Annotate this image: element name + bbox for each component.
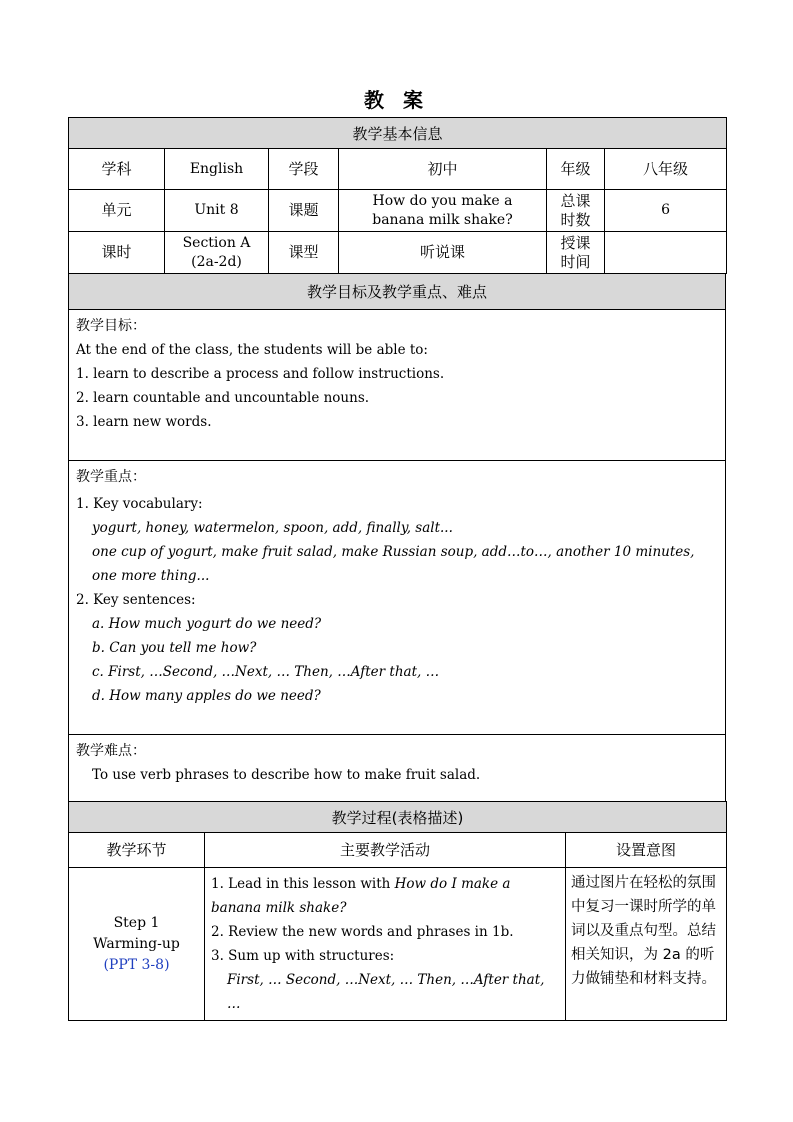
step-name: Step 1 (113, 914, 160, 931)
lesson-type-label: 课型 (269, 232, 339, 274)
col-header-activity: 主要教学活动 (205, 833, 566, 868)
difficulty-block (69, 735, 726, 802)
basic-info-header: 教学基本信息 (69, 118, 727, 149)
key-points-label: 教学重点： (76, 469, 146, 485)
col-header-step: 教学环节 (69, 833, 205, 868)
stage-label: 学段 (269, 149, 339, 190)
total-hours-label: 总课时数 (547, 190, 605, 232)
process-header: 教学过程(表格描述) (69, 802, 727, 833)
topic-label: 课题 (269, 190, 339, 232)
activity-item (211, 872, 559, 920)
activity-cell (205, 868, 566, 1021)
subject-value: English (165, 149, 269, 190)
grade-value: 八年级 (605, 149, 727, 190)
activity-1-italic: How do I make a banana milk shake? (211, 876, 511, 916)
lesson-type-value: 听说课 (339, 232, 547, 274)
page-title: 教 案 (364, 88, 429, 112)
total-hours-value: 6 (605, 190, 727, 232)
key-vocab-label: 1. Key vocabulary: (76, 496, 203, 512)
key-vocab-words: yogurt, honey, watermelon, spoon, add, finally, salt... (92, 520, 453, 536)
objective-item: 2. learn countable and uncountable nouns. (76, 390, 370, 406)
goals-table (68, 273, 726, 802)
objective-item: 1. learn to describe a process and follow instructions. (76, 366, 445, 382)
step-cell (69, 868, 205, 1021)
period-label: 课时 (69, 232, 165, 274)
stage-value: 初中 (339, 149, 547, 190)
activity-1-text: 1. Lead in this lesson with (211, 876, 395, 892)
key-sentences-label: 2. Key sentences: (76, 592, 196, 608)
unit-value: Unit 8 (165, 190, 269, 232)
step-subtitle: Warming-up (93, 935, 180, 952)
objectives-label: 教学目标： (76, 318, 146, 334)
goals-header: 教学目标及教学重点、难点 (69, 274, 726, 310)
key-sentence: a. How much yogurt do we need? (92, 616, 322, 632)
basic-info-table (68, 117, 727, 274)
activity-3-structures: First, … Second, …Next, … Then, …After that, … (227, 972, 545, 1012)
col-header-intent: 设置意图 (566, 833, 727, 868)
subject-label: 学科 (69, 149, 165, 190)
objectives-intro: At the end of the class, the students will be able to: (76, 342, 428, 358)
intent-cell: 通过图片在轻松的氛围中复习一课时所学的单词以及重点句型。总结相关知识，为 2a 的听力做铺垫和材料支持。 (566, 868, 727, 1021)
key-sentence: c. First, …Second, …Next, … Then, …After that, … (92, 664, 440, 680)
process-table (68, 801, 727, 1021)
grade-label: 年级 (547, 149, 605, 190)
objective-item: 3. learn new words. (76, 414, 212, 430)
unit-label: 单元 (69, 190, 165, 232)
difficulty-text: To use verb phrases to describe how to make fruit salad. (92, 767, 481, 783)
key-sentence: b. Can you tell me how? (92, 640, 257, 656)
topic-value: How do you make a banana milk shake? (339, 190, 547, 232)
activity-item: 3. Sum up with structures: (211, 948, 395, 964)
key-points-block (69, 461, 726, 735)
key-sentence: d. How many apples do we need? (92, 688, 321, 704)
period-value: Section A (2a-2d) (165, 232, 269, 274)
key-vocab-phrases: one cup of yogurt, make fruit salad, make Russian soup, add…to…, another 10 minutes, one more thing... (92, 544, 695, 584)
objectives-block (69, 310, 726, 461)
teaching-time-value (605, 232, 727, 274)
teaching-time-label: 授课时间 (547, 232, 605, 274)
step-ppt-ref: (PPT 3-8) (103, 956, 170, 973)
activity-item: 2. Review the new words and phrases in 1b. (211, 924, 514, 940)
difficulty-label: 教学难点： (76, 743, 146, 759)
